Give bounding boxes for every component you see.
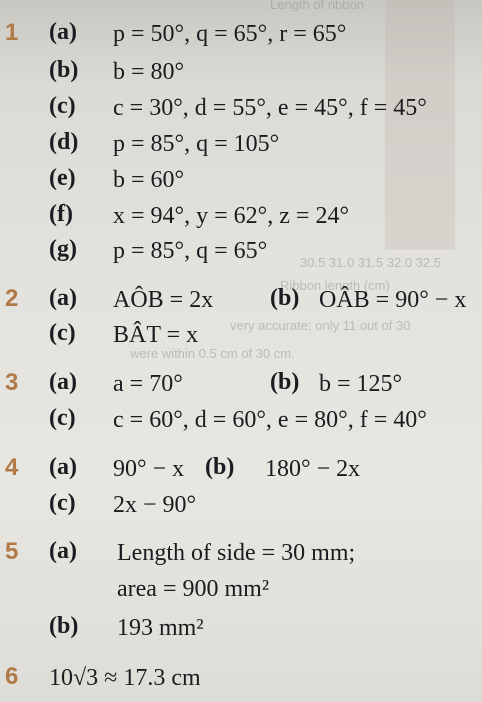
q3-b-answer: b = 125° bbox=[319, 371, 403, 397]
q4-c-answer: 2x − 90° bbox=[113, 492, 197, 518]
bleed-through-line-1: very accurate; only 11 out of 30 bbox=[230, 318, 411, 333]
question-1-number: 1 bbox=[5, 19, 19, 46]
q1-part-answer: b = 80° bbox=[113, 59, 185, 85]
q4-c-label: (c) bbox=[49, 490, 76, 516]
q1-part-label: (e) bbox=[49, 165, 76, 191]
q2-b-answer: OÂB = 90° − x bbox=[319, 287, 467, 313]
q1-part-answer: p = 85°, q = 65° bbox=[113, 238, 268, 264]
q1-part-answer: c = 30°, d = 55°, e = 45°, f = 45° bbox=[113, 95, 427, 121]
q4-b-label: (b) bbox=[205, 454, 235, 480]
q3-c-label: (c) bbox=[49, 405, 76, 431]
q5-a-line-1: Length of side = 30 mm; bbox=[117, 540, 356, 566]
bleed-through-axis-ticks: 30.5 31.0 31.5 32.0 32.5 bbox=[300, 255, 441, 270]
q1-part-label: (g) bbox=[49, 236, 77, 262]
q4-a-label: (a) bbox=[49, 454, 77, 480]
q4-a-answer: 90° − x bbox=[113, 456, 185, 482]
q3-a-answer: a = 70° bbox=[113, 371, 183, 397]
bleed-through-line-2: were within 0.5 cm of 30 cm. bbox=[130, 346, 295, 361]
q6-answer: 10√3 ≈ 17.3 cm bbox=[49, 665, 201, 691]
question-5-number: 5 bbox=[5, 538, 19, 565]
q1-part-answer: b = 60° bbox=[113, 167, 185, 193]
q1-part-label: (a) bbox=[49, 19, 77, 45]
q1-part-label: (d) bbox=[49, 129, 79, 155]
q3-a-label: (a) bbox=[49, 369, 77, 395]
q3-b-label: (b) bbox=[270, 369, 300, 395]
q1-part-label: (b) bbox=[49, 57, 79, 83]
q5-b-label: (b) bbox=[49, 613, 79, 639]
q1-part-answer: p = 50°, q = 65°, r = 65° bbox=[113, 21, 347, 47]
bleed-through-top: Length of ribbon bbox=[270, 0, 364, 12]
q2-a-answer: AÔB = 2x bbox=[113, 287, 214, 313]
q1-part-answer: x = 94°, y = 62°, z = 24° bbox=[113, 203, 350, 229]
bleed-through-axis-label: Ribbon length (cm) bbox=[280, 278, 390, 293]
q2-b-label: (b) bbox=[270, 285, 300, 311]
question-6-number: 6 bbox=[5, 663, 19, 690]
q1-part-answer: p = 85°, q = 105° bbox=[113, 131, 280, 157]
q3-c-answer: c = 60°, d = 60°, e = 80°, f = 40° bbox=[113, 407, 427, 433]
q1-part-label: (c) bbox=[49, 93, 76, 119]
q5-a-line-2: area = 900 mm² bbox=[117, 576, 270, 602]
bleed-through-bar bbox=[385, 0, 455, 250]
question-3-number: 3 bbox=[5, 369, 19, 396]
question-2-number: 2 bbox=[5, 285, 19, 312]
q5-b-answer: 193 mm² bbox=[117, 615, 204, 641]
q5-a-label: (a) bbox=[49, 538, 77, 564]
q2-a-label: (a) bbox=[49, 285, 77, 311]
q2-c-answer: BÂT = x bbox=[113, 322, 199, 348]
q2-c-label: (c) bbox=[49, 320, 76, 346]
question-4-number: 4 bbox=[5, 454, 19, 481]
q4-b-answer: 180° − 2x bbox=[265, 456, 361, 482]
q1-part-label: (f) bbox=[49, 201, 73, 227]
